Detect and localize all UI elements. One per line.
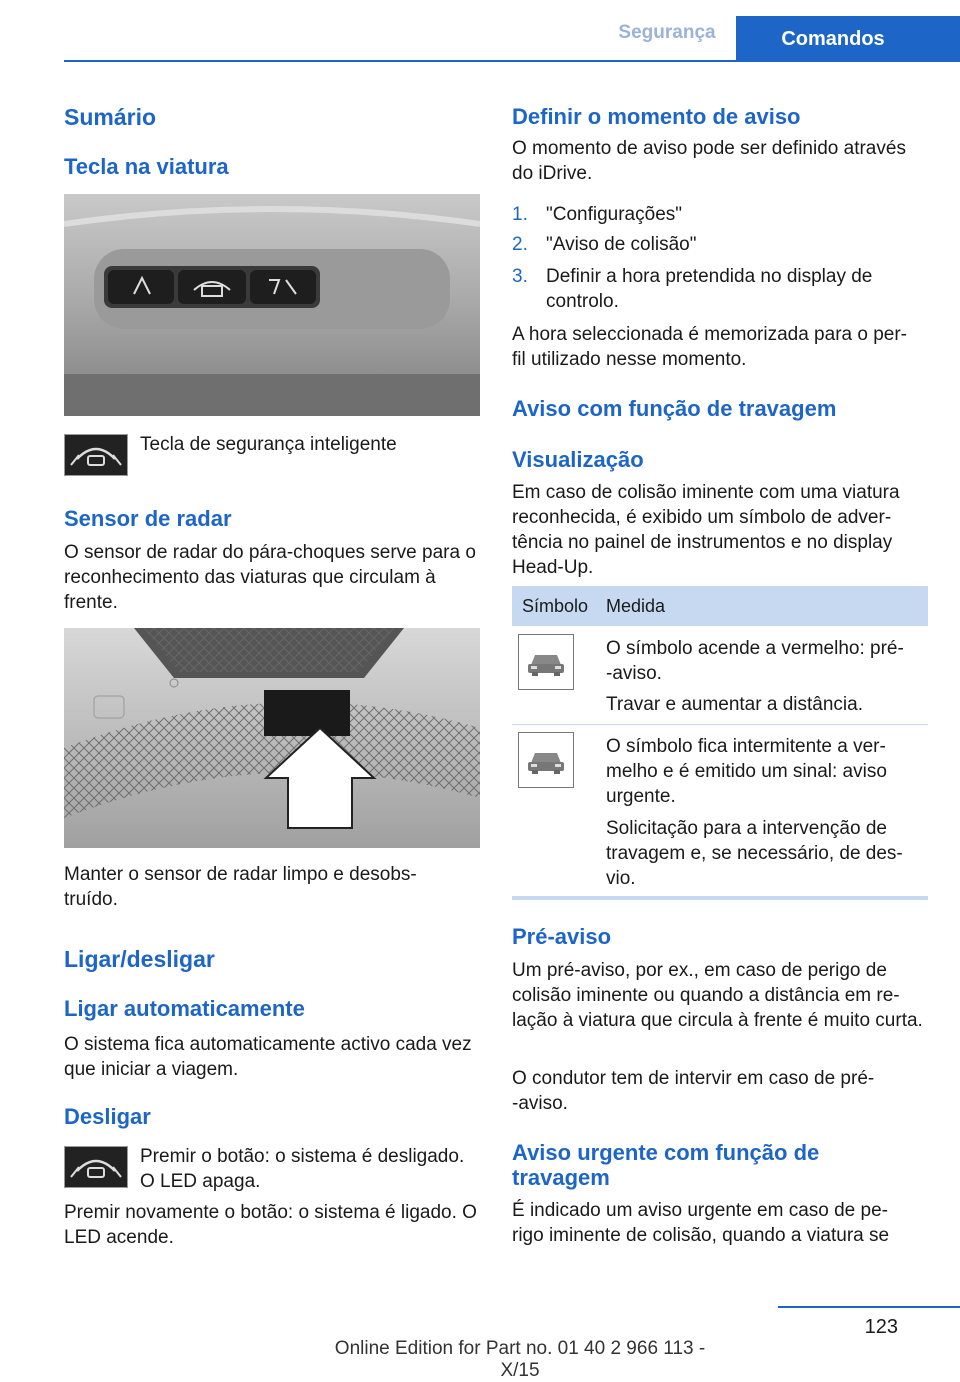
footer-edition: Online Edition for Part no. 01 40 2 966 113 - X/15	[334, 1338, 706, 1381]
tab-comandos[interactable]: Comandos	[736, 16, 960, 62]
car-warning-flashing-icon	[518, 732, 574, 788]
paragraph-auto: O sistema fica automaticamente activo cada vez que iniciar a viagem.	[64, 1034, 472, 1080]
intelligent-safety-button-icon	[64, 434, 128, 476]
page-number: 123	[864, 1316, 898, 1338]
car-warning-icon	[518, 634, 574, 690]
table-row-1-line-3: Travar e aumentar a distância.	[606, 694, 863, 715]
heading-visualizacao: Visualização	[512, 447, 644, 472]
paragraph-pre-aviso: Um pré-aviso, por ex., em caso de perigo de colisão iminente ou quando a distância em re-lação à viatura que circula à frente é muito curta.	[512, 960, 923, 1031]
heading-ligar: Ligar/desligar	[64, 946, 215, 972]
heading-sensor: Sensor de radar	[64, 506, 232, 531]
heading-urgente-2: travagem	[512, 1165, 610, 1190]
paragraph-urgente-2: rigo iminente de colisão, quando a viatura se	[512, 1225, 890, 1246]
paragraph-condutor-1: O condutor tem de intervir em caso de pré-	[512, 1068, 875, 1089]
page-header	[0, 0, 960, 62]
heading-sumario: Sumário	[64, 104, 157, 130]
header-rule	[64, 60, 960, 62]
step-text: "Aviso de colisão"	[546, 234, 697, 255]
paragraph-definir: O momento de aviso pode ser definido através do iDrive.	[512, 138, 906, 184]
table-bottom-rule	[512, 896, 928, 900]
table-header-action: Medida	[606, 596, 666, 616]
console-buttons-photo	[64, 194, 480, 416]
heading-auto: Ligar automaticamente	[64, 996, 305, 1021]
table-row-1-line-2: -aviso.	[606, 663, 662, 684]
paragraph-sensor: O sensor de radar do pára-choques serve para o reconhecimento das viaturas que circulam à frente.	[64, 542, 476, 613]
table-row-1-line-1: O símbolo acende a vermelho: pré-	[606, 638, 904, 659]
paragraph-hora-2: fil utilizado nesse momento.	[512, 349, 747, 370]
icon-caption: Tecla de segurança inteligente	[140, 434, 397, 455]
table-row-2-line-4: Solicitação para a intervenção de	[606, 818, 887, 839]
step-text: Definir a hora pretendida no display de controlo.	[546, 266, 873, 312]
table-row-2-line-5: travagem e, se necessário, de des-	[606, 843, 903, 864]
heading-desligar: Desligar	[64, 1104, 151, 1129]
paragraph-urgente-1: É indicado um aviso urgente em caso de pe-	[512, 1200, 888, 1221]
paragraph-desligar: Premir o botão: o sistema é desligado. O LED apaga.	[140, 1146, 465, 1192]
paragraph-visualizacao: Em caso de colisão iminente com uma viatura reconhecida, é exibido um símbolo de adver-tência no painel de instrumentos e no display Head-Up.	[512, 482, 900, 578]
table-row-2-line-1: O símbolo fica intermitente a ver-	[606, 736, 886, 757]
table-row-2-line-2: melho e é emitido um sinal: aviso	[606, 761, 887, 782]
table-row-2-line-6: vio.	[606, 868, 636, 889]
step-number: 1.	[512, 204, 528, 225]
footer-rule	[778, 1306, 960, 1308]
paragraph-hora-1: A hora seleccionada é memorizada para o per-	[512, 324, 908, 345]
tab-seguranca[interactable]: Segurança	[618, 22, 716, 43]
step-number: 2.	[512, 234, 528, 255]
table-header	[512, 586, 928, 626]
heading-pre-aviso: Pré-aviso	[512, 924, 612, 949]
paragraph-condutor-2: -aviso.	[512, 1093, 568, 1114]
paragraph-manter-1: Manter o sensor de radar limpo e desobs-	[64, 864, 417, 885]
heading-aviso-travagem: Aviso com função de travagem	[512, 396, 837, 421]
safety-button-off-icon	[64, 1146, 128, 1188]
heading-definir: Definir o momento de aviso	[512, 104, 801, 129]
table-row-2-line-3: urgente.	[606, 786, 676, 807]
heading-urgente-1: Aviso urgente com função de	[512, 1140, 820, 1165]
radar-sensor-photo	[64, 628, 480, 848]
step-number: 3.	[512, 266, 528, 287]
paragraph-novamente: Premir novamente o botão: o sistema é ligado. O LED acende.	[64, 1202, 477, 1248]
step-text: "Configurações"	[546, 204, 683, 225]
heading-tecla: Tecla na viatura	[64, 154, 229, 179]
paragraph-manter-2: truído.	[64, 889, 118, 910]
table-header-symbol: Símbolo	[522, 596, 589, 616]
table-row-separator	[512, 724, 928, 725]
